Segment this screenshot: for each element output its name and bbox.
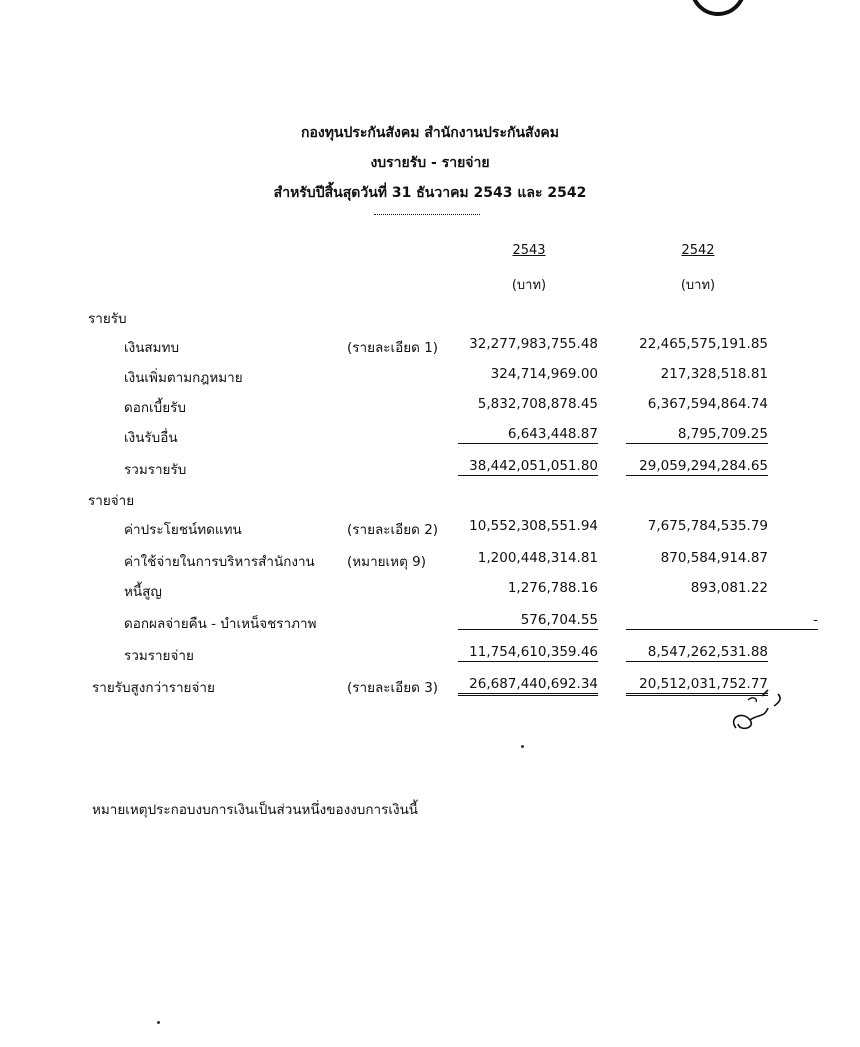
expense-heading: รายจ่าย (88, 493, 135, 509)
income-heading: รายรับ (88, 311, 127, 327)
row-label: หนี้สูญ (124, 584, 162, 600)
column-unit-2543: (บาท) (511, 278, 547, 293)
table-row (0, 336, 800, 358)
table-row (0, 518, 800, 540)
table-row (0, 612, 818, 634)
table-row (0, 580, 800, 602)
surplus-note: (รายละเอียด 3) (347, 680, 439, 696)
value-2542: 6,367,594,864.74 (647, 396, 768, 412)
value-2543: 576,704.55 (458, 612, 598, 630)
row-label: เงินรับอื่น (124, 430, 178, 446)
value-2542: 893,081.22 (690, 580, 768, 596)
table-row (0, 550, 800, 572)
row-label: ดอกเบี้ยรับ (124, 400, 186, 416)
row-note: (หมายเหตุ 9) (347, 554, 426, 570)
row-label: ค่าใช้จ่ายในการบริหารสำนักงาน (124, 554, 315, 570)
statement-title: งบรายรับ - รายจ่าย (370, 155, 490, 171)
total-2542: 29,059,294,284.65 (626, 458, 768, 476)
value-2542: 870,584,914.87 (660, 550, 768, 566)
period-title: สำหรับปีสิ้นสุดวันที่ 31 ธันวาคม 2543 และ 2542 (273, 185, 587, 201)
surplus-label: รายรับสูงกว่ารายจ่าย (92, 680, 215, 696)
scan-speck (521, 745, 524, 748)
table-row (0, 426, 800, 448)
total-2543: 38,442,051,051.80 (458, 458, 598, 476)
row-label: เงินสมทบ (124, 340, 180, 356)
row-note: (รายละเอียด 2) (347, 522, 439, 538)
table-row (0, 396, 800, 418)
column-year-2542: 2542 (681, 243, 715, 258)
surplus-2543: 26,687,440,692.34 (458, 676, 598, 696)
value-2542: 7,675,784,535.79 (647, 518, 768, 534)
value-2543: 1,200,448,314.81 (477, 550, 598, 566)
org-title: กองทุนประกันสังคม สำนักงานประกันสังคม (300, 125, 559, 141)
row-label: เงินเพิ่มตามกฎหมาย (124, 370, 243, 386)
table-row (0, 366, 800, 388)
column-year-2543: 2543 (512, 243, 546, 258)
total-2542: 8,547,262,531.88 (626, 644, 768, 662)
total-label: รวมรายรับ (124, 462, 187, 478)
footnote: หมายเหตุประกอบงบการเงินเป็นส่วนหนึ่งของงบการเงินนี้ (92, 802, 419, 818)
total-2543: 11,754,610,359.46 (458, 644, 598, 662)
scan-speck (157, 1021, 160, 1024)
value-2543: 10,552,308,551.94 (469, 518, 598, 534)
row-label: ค่าประโยชน์ทดแทน (124, 522, 242, 538)
surplus-2542: 20,512,031,752.77 (626, 676, 768, 696)
value-2543: 32,277,983,755.48 (469, 336, 598, 352)
value-2542: 8,795,709.25 (626, 426, 768, 444)
expense-total-row (0, 644, 800, 666)
signature-scribble (728, 688, 788, 736)
column-unit-2542: (บาท) (680, 278, 716, 293)
value-2543: 324,714,969.00 (490, 366, 598, 382)
value-2543: 6,643,448.87 (458, 426, 598, 444)
stamp-mark (690, 0, 746, 16)
expense-heading-row (0, 489, 800, 511)
value-2542: 217,328,518.81 (660, 366, 768, 382)
value-2543: 5,832,708,878.45 (477, 396, 598, 412)
total-label: รวมรายจ่าย (124, 648, 194, 664)
row-label: ดอกผลจ่ายคืน - บำเหน็จชราภาพ (124, 616, 317, 632)
row-note: (รายละเอียด 1) (347, 340, 439, 356)
value-2543: 1,276,788.16 (507, 580, 598, 596)
title-divider (374, 214, 480, 215)
value-2542: - (626, 612, 818, 630)
surplus-row (0, 676, 800, 698)
income-heading-row (0, 307, 800, 329)
value-2542: 22,465,575,191.85 (639, 336, 768, 352)
income-total-row (0, 458, 800, 480)
